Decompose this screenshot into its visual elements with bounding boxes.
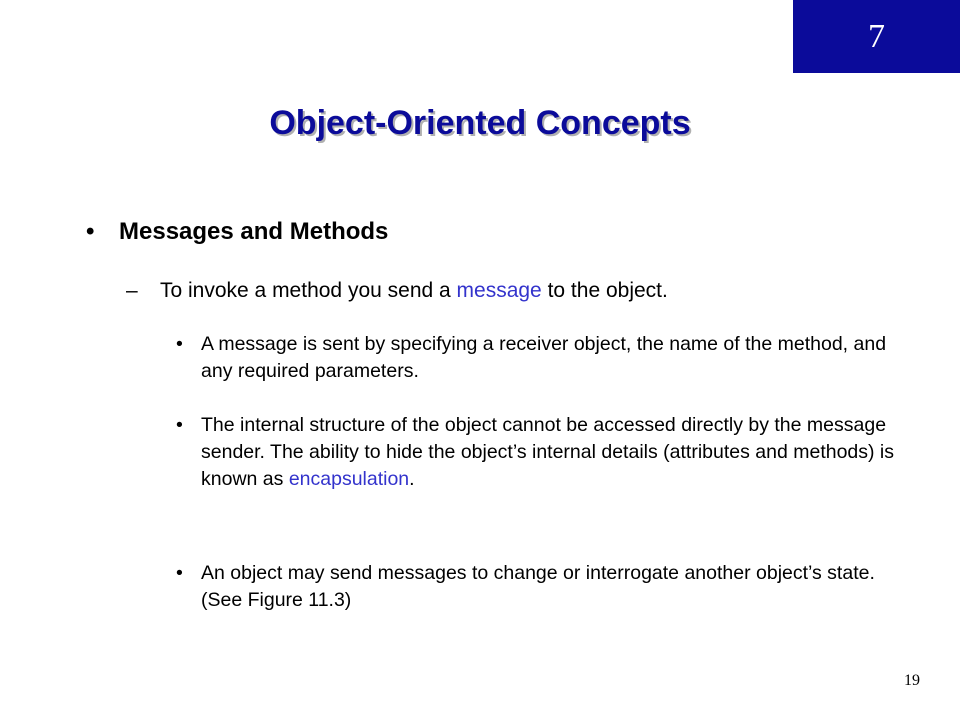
bullet-level3 <box>176 412 896 493</box>
text-segment: . <box>409 468 415 490</box>
bullet-level2-text <box>160 279 668 303</box>
slide-title: Object-Oriented Concepts <box>269 104 691 142</box>
highlight-term: message <box>456 279 542 302</box>
bullet-icon: • <box>176 562 183 584</box>
dash-icon: – <box>126 279 138 302</box>
bullet-icon: • <box>86 218 95 245</box>
text-segment: The internal structure of the object cannot be accessed directly by the message sender. The ability to hide the object’s internal details (attributes and methods) is known as <box>201 414 895 490</box>
highlight-term: encapsulation <box>288 468 410 490</box>
bullet-icon: • <box>176 333 183 355</box>
bullet-level3-text: A message is sent by specifying a receiver object, the name of the method, and any required parameters. <box>201 333 887 382</box>
page-number: 19 <box>904 672 920 689</box>
chapter-number-badge <box>793 0 960 73</box>
bullet-level2 <box>126 279 926 303</box>
bullet-level1 <box>86 218 926 246</box>
bullet-level3-text: An object may send messages to change or interrogate another object’s state. (See Figure 11.3) <box>201 562 875 611</box>
chapter-number: 7 <box>868 17 885 55</box>
bullet-level3 <box>176 331 896 385</box>
bullet-level3-text <box>201 412 896 493</box>
bullet-level1-text: Messages and Methods <box>119 218 389 245</box>
bullet-level3 <box>176 560 896 614</box>
text-segment: to the object. <box>541 279 668 302</box>
bullet-icon: • <box>176 414 183 436</box>
text-segment: To invoke a method you send a <box>160 279 457 302</box>
